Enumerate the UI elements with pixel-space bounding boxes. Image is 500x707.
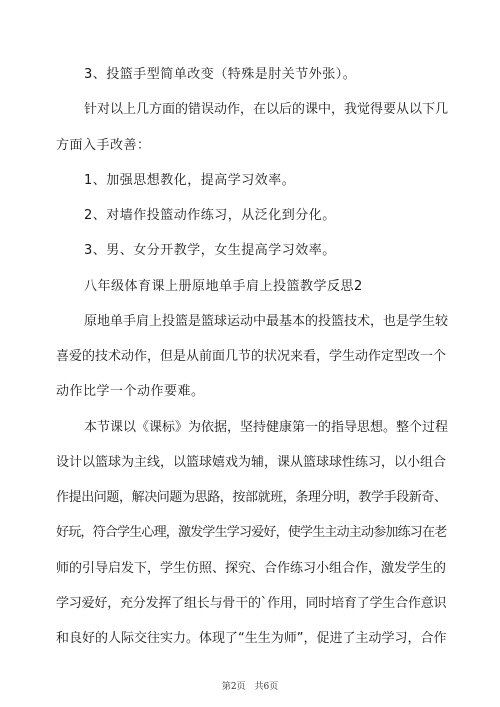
- text-line-17: 和良好的人际交往实力。体现了“生生为师”，促进了主动学习，合作: [56, 631, 447, 646]
- text-line-10: 动作比学一个动作要难。: [56, 384, 205, 399]
- page-footer: [0, 682, 500, 693]
- text-line-6: 3、男、女分开教学，女生提高学习效率。: [84, 243, 336, 258]
- text-line-15: 师的引导启发下，学生仿照、探究、合作练习小组合作，激发学生的: [56, 561, 447, 576]
- text-line-1: 3、投篮手型简单改变（特殊是肘关节外张）。: [84, 67, 357, 82]
- text-line-9: 喜爱的技术动作，但是从前面几节的状况来看，学生动作定型改一个: [56, 349, 447, 364]
- text-line-14: 好玩，符合学生心理，激发学生学习爱好，使学生主动主动参加练习在老: [56, 525, 447, 540]
- page-number: 第2页: [221, 682, 246, 692]
- text-line-11: 本节课以《课标》为依据，坚持健康第一的指导思想。整个过程: [84, 420, 449, 435]
- text-line-2: 针对以上几方面的错误动作，在以后的课中，我觉得要从以下几: [84, 102, 449, 117]
- text-line-12: 设计以篮球为主线，以篮球嬉戏为辅，课从篮球球性练习，以小组合: [56, 455, 447, 470]
- page-total: 共6页: [254, 682, 279, 692]
- text-line-13: 作提出问题，解决问题为思路，按部就班，条理分明，教学手段新奇、: [56, 490, 447, 505]
- text-line-8: 原地单手肩上投篮是篮球运动中最基本的投篮技术，也是学生较: [84, 314, 449, 329]
- text-line-16: 学习爱好，充分发挥了组长与骨干的`作用，同时培育了学生合作意识: [56, 596, 447, 611]
- text-line-3: 方面入手改善：: [56, 138, 151, 153]
- text-line-5: 2、对墙作投篮动作练习，从泛化到分化。: [84, 208, 336, 223]
- text-line-4: 1、加强思想教化，提高学习效率。: [84, 173, 296, 188]
- section-heading: 八年级体育课上册原地单手肩上投篮教学反思2: [84, 279, 363, 294]
